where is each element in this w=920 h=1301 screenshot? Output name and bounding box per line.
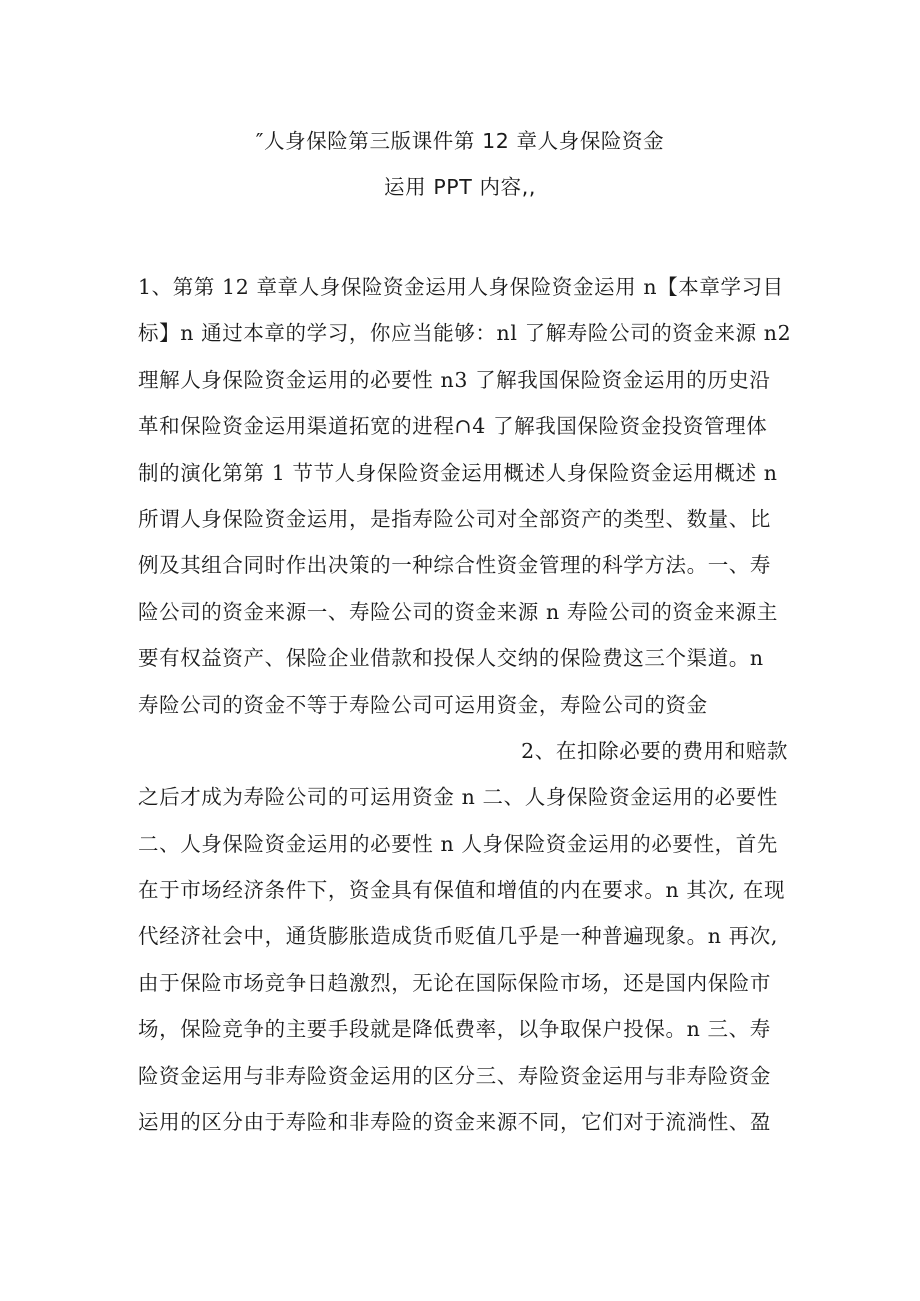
body-line: 制的演化第第 1 节节人身保险资金运用概述人身保险资金运用概述 n (138, 460, 778, 485)
title-line: 运用 PPT 内容,, (384, 175, 536, 200)
title-line: ″人身保险第三版课件第 12 章人身保险资金 (255, 129, 665, 153)
body-line: 运用的区分由于寿险和非寿险的资金来源不同，它们对于流淌性、盈 (138, 1110, 771, 1135)
document-title (110, 118, 810, 211)
body-line: 所谓人身保险资金运用，是指寿险公司对全部资产的类型、数量、比 (138, 506, 771, 531)
body-line: 1、第第 12 章章人身保险资金运用人身保险资金运用 n【本章学习目 (138, 275, 784, 299)
body-line: 革和保险资金运用渠道拓宽的进程∩4 了解我国保险资金投资管理体 (138, 414, 768, 439)
body-line: 要有权益资产、保险企业借款和投保人交纳的保险费这三个渠道。n (138, 646, 764, 671)
body-line: 寿险公司的资金不等于寿险公司可运用资金，寿险公司的资金 (138, 692, 708, 717)
body-line: 代经济社会中，通货膨胀造成货币贬值几乎是一种普遍现象。n 再次, (138, 924, 778, 949)
body-line: 险资金运用与非寿险资金运用的区分三、寿险资金运用与非寿险资金 (138, 1063, 771, 1088)
body-line: 险公司的资金来源一、寿险公司的资金来源 n 寿险公司的资金来源主 (138, 599, 778, 624)
body-line: 例及其组合同时作出决策的一种综合性资金管理的科学方法。一、寿 (138, 553, 771, 578)
body-line: 之后才成为寿险公司的可运用资金 n 二、人身保险资金运用的必要性 (138, 785, 778, 810)
body-line: 二、人身保险资金运用的必要性 n 人身保险资金运用的必要性，首先 (138, 831, 778, 856)
body-line: 场，保险竞争的主要手段就是降低费率，以争取保户投保。n 三、寿 (138, 1017, 771, 1042)
document-body (138, 264, 792, 1145)
body-line: 标】n 通过本章的学习，你应当能够：nl 了解寿险公司的资金来源 n2 (138, 321, 792, 346)
body-line: 理解人身保险资金运用的必要性 n3 了解我国保险资金运用的历史沿 (138, 367, 771, 392)
body-line-section-2: 2、在扣除必要的费用和赔款 (521, 738, 788, 763)
body-line: 在于市场经济条件下，资金具有保值和增值的内在要求。n 其次, 在现 (138, 878, 786, 903)
body-line: 由于保险市场竞争日趋激烈，无论在国际保险市场，还是国内保险市 (138, 970, 771, 995)
